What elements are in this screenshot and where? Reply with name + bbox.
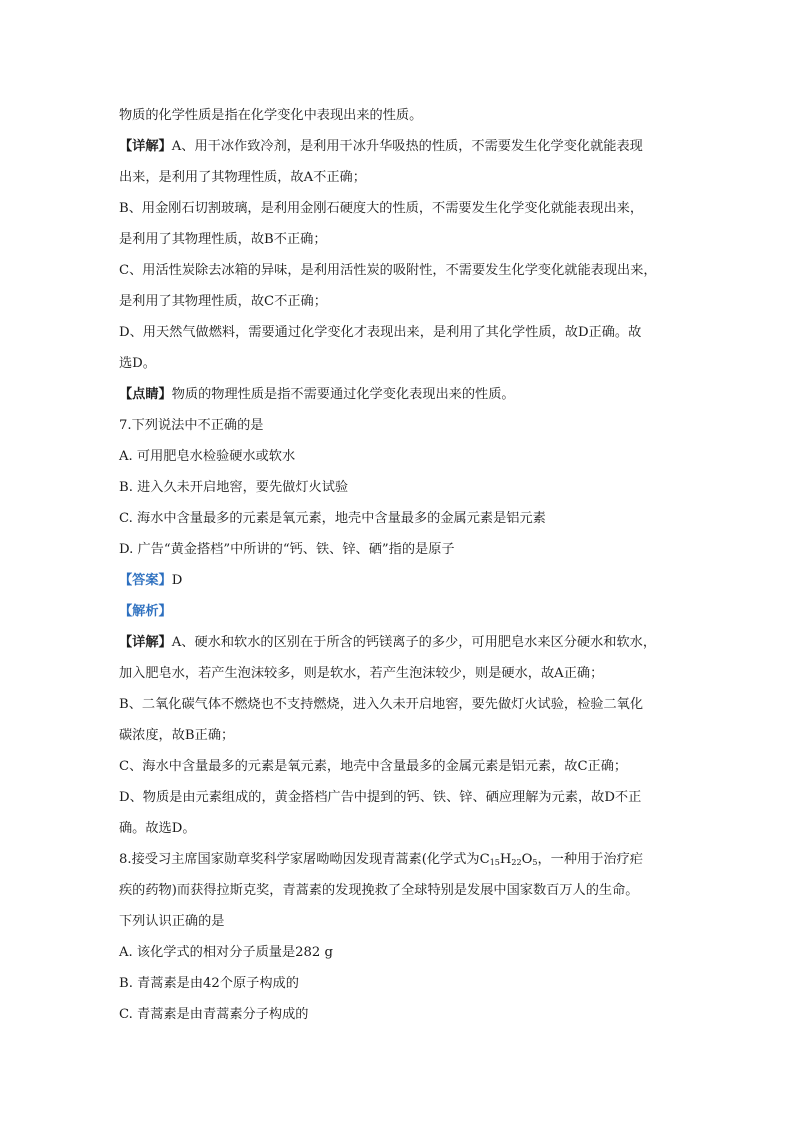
option-b: B. 青蒿素是由42个原子构成的 [119,976,299,991]
section-label: 【点睛】 [119,387,172,402]
option-d: D. 广告“黄金搭档”中所讲的“钙、铁、锌、硒”指的是原子 [119,542,455,557]
text-line: 【点睛】物质的物理性质是指不需要通过化学变化表现出来的性质。 [119,387,515,402]
text-line: C、海水中含量最多的元素是氧元素，地壳中含量最多的金属元素是铝元素，故C正确； [119,759,628,774]
question-stem: 7.下列说法中不正确的是 [119,418,264,433]
text-line: B、二氧化碳气体不燃烧也不支持燃烧，进入久未开启地窖，要先做灯火试验，检验二氧化 [119,697,643,712]
text-line: 确。故选D。 [119,821,196,836]
text-line: D、物质是由元素组成的，黄金搭档广告中提到的钙、铁、锌、硒应理解为元素，故D不正 [119,790,642,805]
text-line: C、用活性炭除去冰箱的异味，是利用活性炭的吸附性，不需要发生化学变化就能表现出来， [119,263,657,278]
section-label: 【详解】 [119,635,172,650]
text-line: 【详解】A、用干冰作致冷剂，是利用干冰升华吸热的性质，不需要发生化学变化就能表现 [119,139,643,154]
option-a: A. 可用肥皂水检验硬水或软水 [119,449,296,464]
text-line: 疾的药物)而获得拉斯克奖，青蒿素的发现挽救了全球特别是发展中国家数百万人的生命。 [119,883,639,898]
option-a: A. 该化学式的相对分子质量是282 g [119,945,333,960]
option-b: B. 进入久未开启地窖，要先做灯火试验 [119,480,349,495]
answer-label: 【答案】 [119,573,172,588]
text-line: 是利用了其物理性质，故C不正确； [119,294,327,309]
answer-line [119,565,679,596]
answer-value: D [171,573,183,588]
text-line: D、用天然气做燃料，需要通过化学变化才表现出来，是利用了其化学性质，故D正确。故 [119,325,642,340]
text-line: 加入肥皂水，若产生泡沫较多，则是软水，若产生泡沫较少，则是硬水，故A正确； [119,666,604,681]
text-line: 【详解】A、硬水和软水的区别在于所含的钙镁离子的多少，可用肥皂水来区分硬水和软水， [119,635,657,650]
question-8-stem: 8.接受习主席国家勋章奖科学家屠呦呦因发现青蒿素(化学式为$C_{15}H_{22}O_5$，一种用于治疗疟 [119,852,643,867]
text-line: 碳浓度，故B正确； [119,728,235,743]
section-label: 【详解】 [119,139,172,154]
text-line: B、用金刚石切割玻璃，是利用金刚石硬度大的性质，不需要发生化学变化就能表现出来， [119,201,643,216]
analysis-line [119,596,679,627]
option-c: C. 青蒿素是由青蒿素分子构成的 [119,1007,309,1022]
text-line: 物质的化学性质是指在化学变化中表现出来的性质。 [119,108,423,123]
document-page [119,100,679,1030]
text-line: 出来，是利用了其物理性质，故A不正确； [119,170,366,185]
text-line: 下列认识正确的是 [119,914,225,929]
text-line: 选D。 [119,356,156,371]
text-line: 是利用了其物理性质，故B不正确； [119,232,327,247]
analysis-label: 【解析】 [119,604,172,619]
option-c: C. 海水中含量最多的元素是氧元素，地壳中含量最多的金属元素是铝元素 [119,511,546,526]
